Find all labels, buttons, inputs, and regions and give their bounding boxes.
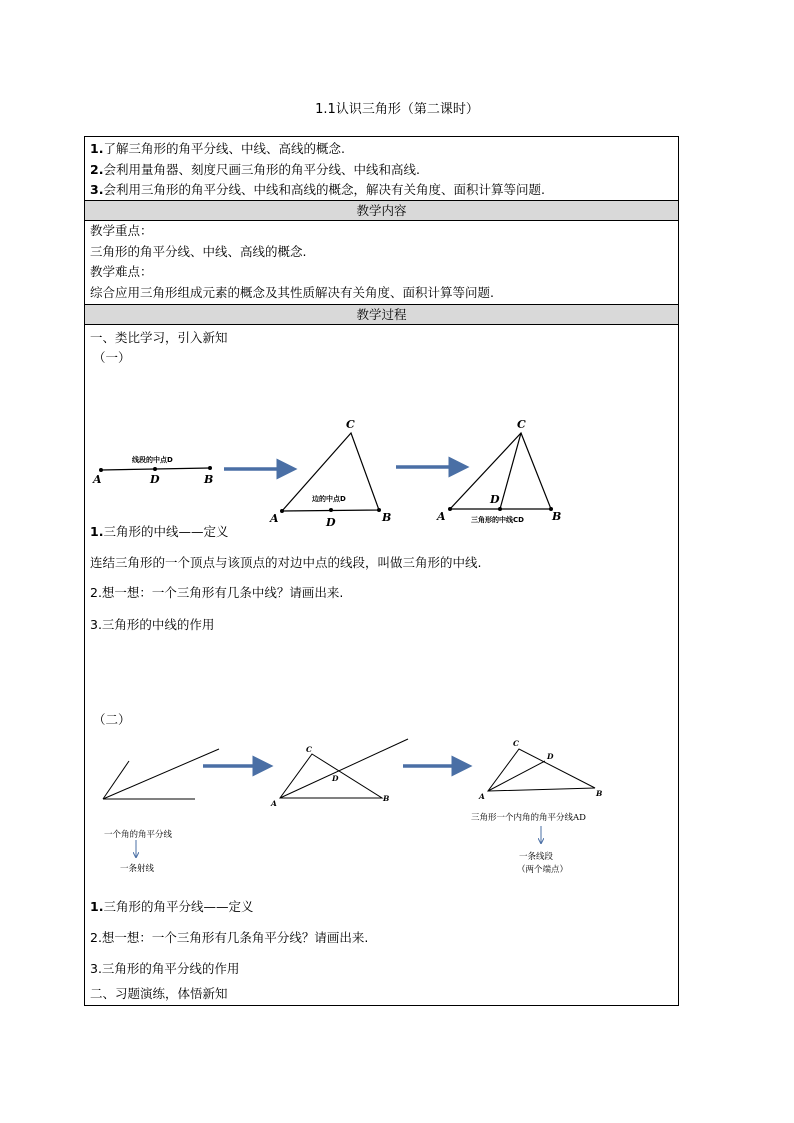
- triangle-bisector-caption: 三角形一个内角的角平分线AD: [471, 813, 586, 823]
- endpoints-caption: （两个端点）: [517, 865, 569, 875]
- median-definition-text: 连结三角形的一个顶点与该顶点的对边中点的线段，叫做三角形的中线.: [90, 555, 482, 570]
- svg-text:A: A: [437, 510, 446, 523]
- objective-1: 1.了解三角形的角平分线、中线、高线的概念.: [90, 141, 345, 156]
- median-question-3: 3.三角形的中线的作用: [90, 617, 215, 632]
- median-definition: 1.三角形的中线——定义: [90, 524, 229, 539]
- svg-text:C: C: [513, 739, 519, 748]
- svg-text:C: C: [346, 418, 355, 431]
- svg-text:A: A: [479, 792, 485, 801]
- objective-2: 2.会利用量角器、刻度尺画三角形的角平分线、中线和高线.: [90, 161, 420, 177]
- svg-text:B: B: [596, 789, 603, 798]
- svg-text:B: B: [382, 511, 392, 524]
- bisector-ad: [488, 761, 545, 791]
- objectives-section: [85, 137, 678, 201]
- svg-text:B: B: [552, 510, 562, 523]
- seg-midpoint-caption: 线段的中点D: [132, 456, 173, 464]
- difficulty-label: 教学难点：: [90, 264, 153, 279]
- page-title: 1.1认识三角形（第二课时）: [315, 102, 479, 117]
- svg-text:D: D: [150, 473, 160, 486]
- section-2-heading: 二、习题演练，体悟新知: [90, 986, 228, 1001]
- svg-text:A: A: [271, 799, 277, 808]
- lesson-table: [84, 136, 679, 1006]
- content-section: [85, 221, 678, 305]
- svg-text:D: D: [547, 752, 554, 761]
- key-label: 教学重点：: [90, 223, 153, 238]
- bisector-figure: [85, 725, 678, 885]
- process-header: 教学过程: [85, 305, 678, 325]
- median-question-2: 2.想一想：一个三角形有几条中线？请画出来.: [90, 585, 344, 600]
- segment-caption: 一条线段: [519, 852, 554, 862]
- svg-text:D: D: [326, 516, 336, 529]
- median-caption: 三角形的中线CD: [471, 516, 524, 524]
- angle-bisector-caption: 一个角的角平分线: [104, 830, 173, 840]
- svg-text:C: C: [306, 745, 312, 754]
- svg-text:B: B: [204, 473, 214, 486]
- process-section: [85, 325, 678, 1005]
- part-1-label: （一）: [93, 350, 131, 365]
- median-figure: [85, 370, 678, 529]
- svg-text:A: A: [93, 473, 102, 486]
- svg-text:B: B: [383, 794, 390, 803]
- bisector-question-3: 3.三角形的角平分线的作用: [90, 961, 240, 976]
- side-midpoint-caption: 边的中点D: [312, 495, 346, 503]
- svg-text:D: D: [490, 493, 500, 506]
- part-2-label: （二）: [93, 712, 131, 727]
- key-text: 三角形的角平分线、中线、高线的概念.: [90, 243, 307, 259]
- section-1-heading: 一、类比学习，引入新知: [90, 330, 228, 345]
- content-header: 教学内容: [85, 201, 678, 221]
- bisector-question-2: 2.想一想：一个三角形有几条角平分线？请画出来.: [90, 930, 369, 945]
- svg-text:A: A: [270, 512, 279, 525]
- objective-3: 3.会利用三角形的角平分线、中线和高线的概念，解决有关角度、面积计算等问题.: [90, 182, 545, 197]
- svg-text:C: C: [517, 418, 526, 431]
- bisector-long-line: [280, 739, 408, 798]
- triangle-abc-2: [450, 433, 551, 509]
- triangle-acb-2: [488, 749, 595, 791]
- bisector-definition: 1.三角形的角平分线——定义: [90, 899, 254, 914]
- svg-text:D: D: [332, 774, 339, 783]
- ray-caption: 一条射线: [120, 864, 155, 874]
- difficulty-text: 综合应用三角形组成元素的概念及其性质解决有关角度、面积计算等问题.: [90, 284, 494, 300]
